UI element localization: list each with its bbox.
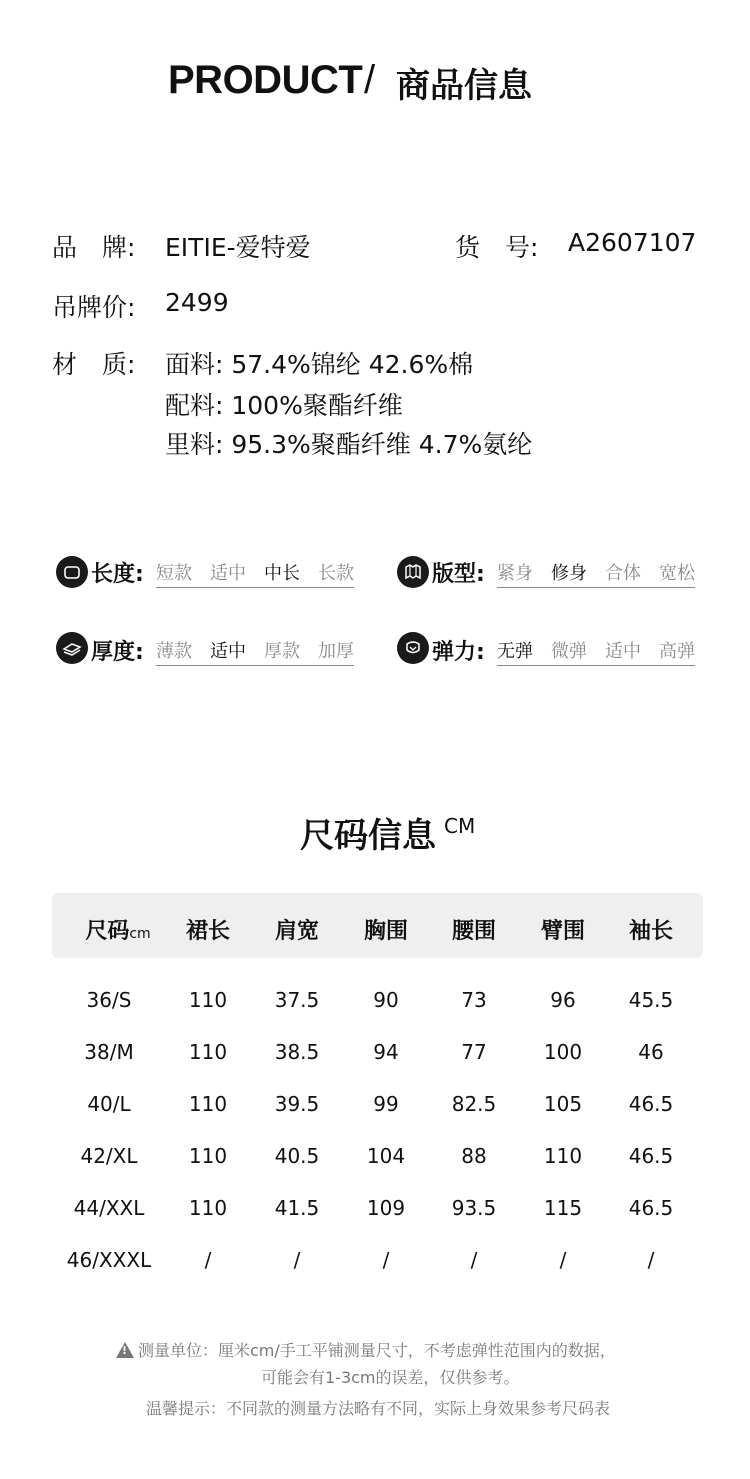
elasticity-option-slight: 微弹 bbox=[551, 641, 587, 662]
warning-icon bbox=[116, 1342, 134, 1358]
measurement-cell: 82.5 bbox=[451, 1092, 497, 1116]
title-english: PRODUCT bbox=[168, 58, 363, 102]
size-cell: 46/XXXL bbox=[66, 1248, 152, 1272]
elasticity-option-none: 无弹 bbox=[497, 641, 533, 662]
measurement-cell: 96 bbox=[550, 988, 576, 1012]
measurement-cell: 94 bbox=[373, 1040, 399, 1064]
length-option-medium: 适中 bbox=[210, 563, 246, 584]
price-label: 吊牌价: bbox=[52, 293, 136, 322]
measurement-cell: 110 bbox=[188, 1092, 228, 1116]
measurement-cell: 100 bbox=[543, 1040, 583, 1064]
elasticity-label: 弹力: bbox=[432, 640, 485, 665]
measurement-cell: / bbox=[470, 1248, 478, 1272]
header-length: 裙长 bbox=[185, 919, 230, 944]
size-cell: 44/XXL bbox=[73, 1196, 145, 1220]
measurement-cell: / bbox=[293, 1248, 301, 1272]
material-line-1: 面料: 57.4%锦纶 42.6%棉 bbox=[165, 350, 474, 379]
thickness-option-thin: 薄款 bbox=[156, 641, 192, 662]
measurement-cell: 115 bbox=[543, 1196, 583, 1220]
size-title: 尺码信息 bbox=[300, 816, 436, 856]
size-cell: 38/M bbox=[84, 1040, 134, 1064]
note-line-2: 可能会有1-3cm的误差，仅供参考。 bbox=[261, 1368, 520, 1387]
length-options bbox=[156, 559, 354, 588]
measurement-cell: 37.5 bbox=[274, 988, 320, 1012]
measurement-cell: 46.5 bbox=[628, 1144, 674, 1168]
measurement-cell: 73 bbox=[461, 988, 487, 1012]
header-arm: 臂围 bbox=[540, 919, 585, 944]
header-chest: 胸围 bbox=[363, 919, 408, 944]
measurement-cell: 109 bbox=[366, 1196, 406, 1220]
measurement-cell: 93.5 bbox=[451, 1196, 497, 1220]
fit-icon bbox=[397, 556, 429, 588]
title-separator: / bbox=[364, 58, 376, 102]
length-icon bbox=[56, 556, 88, 588]
measurement-cell: 46 bbox=[638, 1040, 664, 1064]
measurement-cell: 39.5 bbox=[274, 1092, 320, 1116]
fit-option-loose: 宽松 bbox=[659, 563, 695, 584]
title-chinese: 商品信息 bbox=[396, 66, 532, 106]
elasticity-option-medium: 适中 bbox=[605, 641, 641, 662]
size-cell: 42/XL bbox=[80, 1144, 138, 1168]
material-label: 材 质: bbox=[52, 350, 136, 379]
header-sleeve: 袖长 bbox=[628, 919, 673, 944]
thickness-option-thick: 厚款 bbox=[264, 641, 300, 662]
note-line-1: !测量单位：厘米cm/手工平铺测量尺寸，不考虑弹性范围内的数据， bbox=[116, 1338, 616, 1361]
brand-value: EITIE-爱特爱 bbox=[165, 233, 311, 262]
measurement-cell: 88 bbox=[461, 1144, 487, 1168]
measurement-cell: 110 bbox=[543, 1144, 583, 1168]
size-cell: 40/L bbox=[87, 1092, 131, 1116]
length-label: 长度: bbox=[91, 562, 144, 587]
length-option-short: 短款 bbox=[156, 563, 192, 584]
measurement-cell: 99 bbox=[373, 1092, 399, 1116]
measurement-cell: 41.5 bbox=[274, 1196, 320, 1220]
thickness-icon bbox=[56, 632, 88, 664]
note-line-3: 温馨提示：不同款的测量方法略有不同，实际上身效果参考尺码表 bbox=[146, 1399, 611, 1418]
sku-label: 货 号: bbox=[455, 233, 539, 262]
length-option-long: 长款 bbox=[318, 563, 354, 584]
fit-option-regular: 合体 bbox=[605, 563, 641, 584]
length-option-midlong: 中长 bbox=[264, 563, 300, 584]
fit-option-slim: 修身 bbox=[551, 563, 587, 584]
measurement-cell: 104 bbox=[366, 1144, 406, 1168]
measurement-cell: 45.5 bbox=[628, 988, 674, 1012]
material-line-2: 配料: 100%聚酯纤维 bbox=[165, 391, 403, 420]
measurement-cell: 110 bbox=[188, 988, 228, 1012]
elasticity-options bbox=[497, 637, 695, 666]
measurement-cell: 110 bbox=[188, 1196, 228, 1220]
measurement-cell: 110 bbox=[188, 1144, 228, 1168]
elasticity-option-high: 高弹 bbox=[659, 641, 695, 662]
measurement-cell: / bbox=[204, 1248, 212, 1272]
measurement-cell: 46.5 bbox=[628, 1196, 674, 1220]
thickness-options bbox=[156, 637, 354, 666]
thickness-label: 厚度: bbox=[91, 640, 144, 665]
brand-label: 品 牌: bbox=[52, 233, 136, 262]
measurement-cell: 38.5 bbox=[274, 1040, 320, 1064]
header-shoulder: 肩宽 bbox=[274, 919, 319, 944]
material-line-3: 里料: 95.3%聚酯纤维 4.7%氨纶 bbox=[165, 430, 533, 459]
measurement-cell: 46.5 bbox=[628, 1092, 674, 1116]
thickness-option-extra-thick: 加厚 bbox=[318, 641, 354, 662]
size-unit: CM bbox=[444, 814, 476, 838]
measurement-cell: / bbox=[382, 1248, 390, 1272]
fit-label: 版型: bbox=[432, 562, 485, 587]
measurement-cell: 90 bbox=[373, 988, 399, 1012]
fit-options bbox=[497, 559, 695, 588]
measurement-cell: 110 bbox=[188, 1040, 228, 1064]
header-size: 尺码cm bbox=[85, 919, 151, 944]
measurement-cell: 40.5 bbox=[274, 1144, 320, 1168]
elasticity-icon bbox=[397, 632, 429, 664]
price-value: 2499 bbox=[165, 288, 229, 317]
measurement-cell: 77 bbox=[461, 1040, 487, 1064]
measurement-cell: / bbox=[559, 1248, 567, 1272]
sku-value: A2607107 bbox=[568, 228, 697, 257]
measurement-cell: / bbox=[647, 1248, 655, 1272]
thickness-option-medium: 适中 bbox=[210, 641, 246, 662]
header-waist: 腰围 bbox=[451, 919, 496, 944]
size-cell: 36/S bbox=[86, 988, 132, 1012]
fit-option-tight: 紧身 bbox=[497, 563, 533, 584]
measurement-cell: 105 bbox=[543, 1092, 583, 1116]
